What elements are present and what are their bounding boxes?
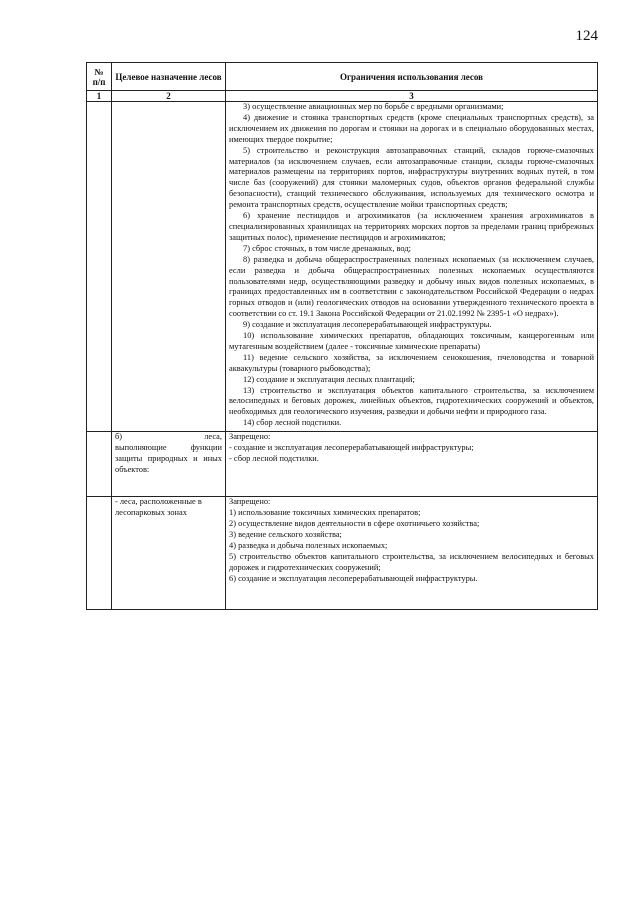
table-header-row <box>87 63 598 91</box>
restriction-item: 2) осуществление видов деятельности в сфере охотничьего хозяйства; <box>229 519 480 528</box>
empty-cell <box>87 102 112 432</box>
restriction-item: 3) осуществление авиационных мер по борьбе с вредными организмами; <box>243 102 504 111</box>
empty-cell <box>87 432 112 497</box>
header-num: № п/п <box>87 63 112 91</box>
category-description: выполняющие функции защиты природных и иных объектов: <box>115 443 222 474</box>
header-purpose: Целевое назначение лесов <box>112 63 226 91</box>
restriction-item: 9) создание и эксплуатация лесоперерабатывающей инфраструктуры. <box>243 320 492 330</box>
restriction-item: 11) ведение сельского хозяйства, за исключением сенокошения, пчеловодства и товарной аквакультуры (товарного рыбоводства); <box>229 352 594 373</box>
table-row <box>87 102 598 432</box>
page-number: 124 <box>575 28 598 44</box>
restriction-item: 8) разведка и добыча общераспространенных полезных ископаемых (за исключением случаев, если разведка и добыча общераспространенных полезных ископаемых осуществляются пользователями недр, осуществляющими разведку и добычу иных видов полезных ископаемых, в границах предоставленных им в соответствии с законодательством Российской Федерации о недрах горных отводов и (или) геологических отводов на основании утвержденного технического проекта в соответствии со ст. 19.1 Закона Российской Федерации от 21.02.1992 № 2395-1 «О недрах»). <box>229 254 594 319</box>
prohibited-label: Запрещено: <box>229 432 271 442</box>
category-cell <box>112 497 226 610</box>
prohibited-label: Запрещено: <box>229 497 271 507</box>
restriction-item: 10) использование химических препаратов, обладающих токсичным, канцерогенным или мутагенным воздействием (далее - токсичные химические препараты) <box>229 331 594 351</box>
column-number: 3 <box>226 91 598 102</box>
column-number: 2 <box>112 91 226 102</box>
restriction-item: 4) разведка и добыча полезных ископаемых; <box>229 540 388 550</box>
restriction-item: 6) хранение пестицидов и агрохимикатов (за исключением хранения агрохимикатов в специализированных хранилищах на территориях морских портов за пределами границ прибрежных защитных полос), применение пестицидов и агрохимикатов; <box>229 211 594 242</box>
restriction-item: 7) сброс сточных, в том числе дренажных, вод; <box>243 243 411 253</box>
category-cell <box>112 432 226 497</box>
restriction-item: 5) строительство объектов капитального строительства, за исключением велосипедных и беговых дорожек и гидротехнических сооружений; <box>229 551 594 572</box>
header-restrictions: Ограничения использования лесов <box>226 63 598 91</box>
empty-cell <box>112 102 226 432</box>
column-number-row <box>87 91 598 102</box>
category-title: - леса, расположенные в лесопарковых зонах <box>115 497 202 518</box>
restrictions-cell <box>226 432 598 497</box>
table-row <box>87 432 598 497</box>
forest-restrictions-table <box>86 62 598 610</box>
restriction-item: 12) создание и эксплуатация лесных плантаций; <box>243 374 415 384</box>
restriction-item: - сбор лесной подстилки. <box>229 454 319 463</box>
column-number: 1 <box>87 91 112 102</box>
restriction-item: - создание и эксплуатация лесоперерабатывающей инфраструктуры; <box>229 443 474 453</box>
restriction-item: 1) использование токсичных химических препаратов; <box>229 508 421 518</box>
restriction-item: 13) строительство и эксплуатация объектов капитального строительства, за исключением велосипедных и беговых дорожек, линейных объектов, гидротехнических сооружений и объектов, необходимых для геологического изучения, разведки и добычи нефти и природного газа. <box>229 385 594 417</box>
restriction-item: 3) ведение сельского хозяйства; <box>229 529 342 539</box>
table-row <box>87 497 598 610</box>
restriction-item: 6) создание и эксплуатация лесоперерабатывающей инфраструктуры. <box>229 573 478 583</box>
restriction-item: 14) сбор лесной подстилки. <box>243 418 342 428</box>
empty-cell <box>87 497 112 610</box>
restriction-item: 5) строительство и реконструкция автозаправочных станций, складов горюче-смазочных материалов (за исключением случаев, если автозаправочные станции, склады горюче-смазочных материалов размещены на территориях портов, инфраструктуры внутренних водных путей, в том числе баз (сооружений) для стоянки маломерных судов, объектов органов федеральной службы безопасности), станций технического обслуживания, используемых для технического осмотра и ремонта транспортных средств, осуществление мойки транспортных средств; <box>229 145 594 210</box>
restriction-item: 4) движение и стоянка транспортных средств (кроме специальных транспортных средств), за исключением их движения по дорогам и стоянки на дорогах и в специально оборудованных местах, имеющих твердое покрытие; <box>229 112 594 144</box>
restrictions-cell <box>226 102 598 432</box>
category-title: б) леса, <box>115 432 222 442</box>
restrictions-cell <box>226 497 598 610</box>
